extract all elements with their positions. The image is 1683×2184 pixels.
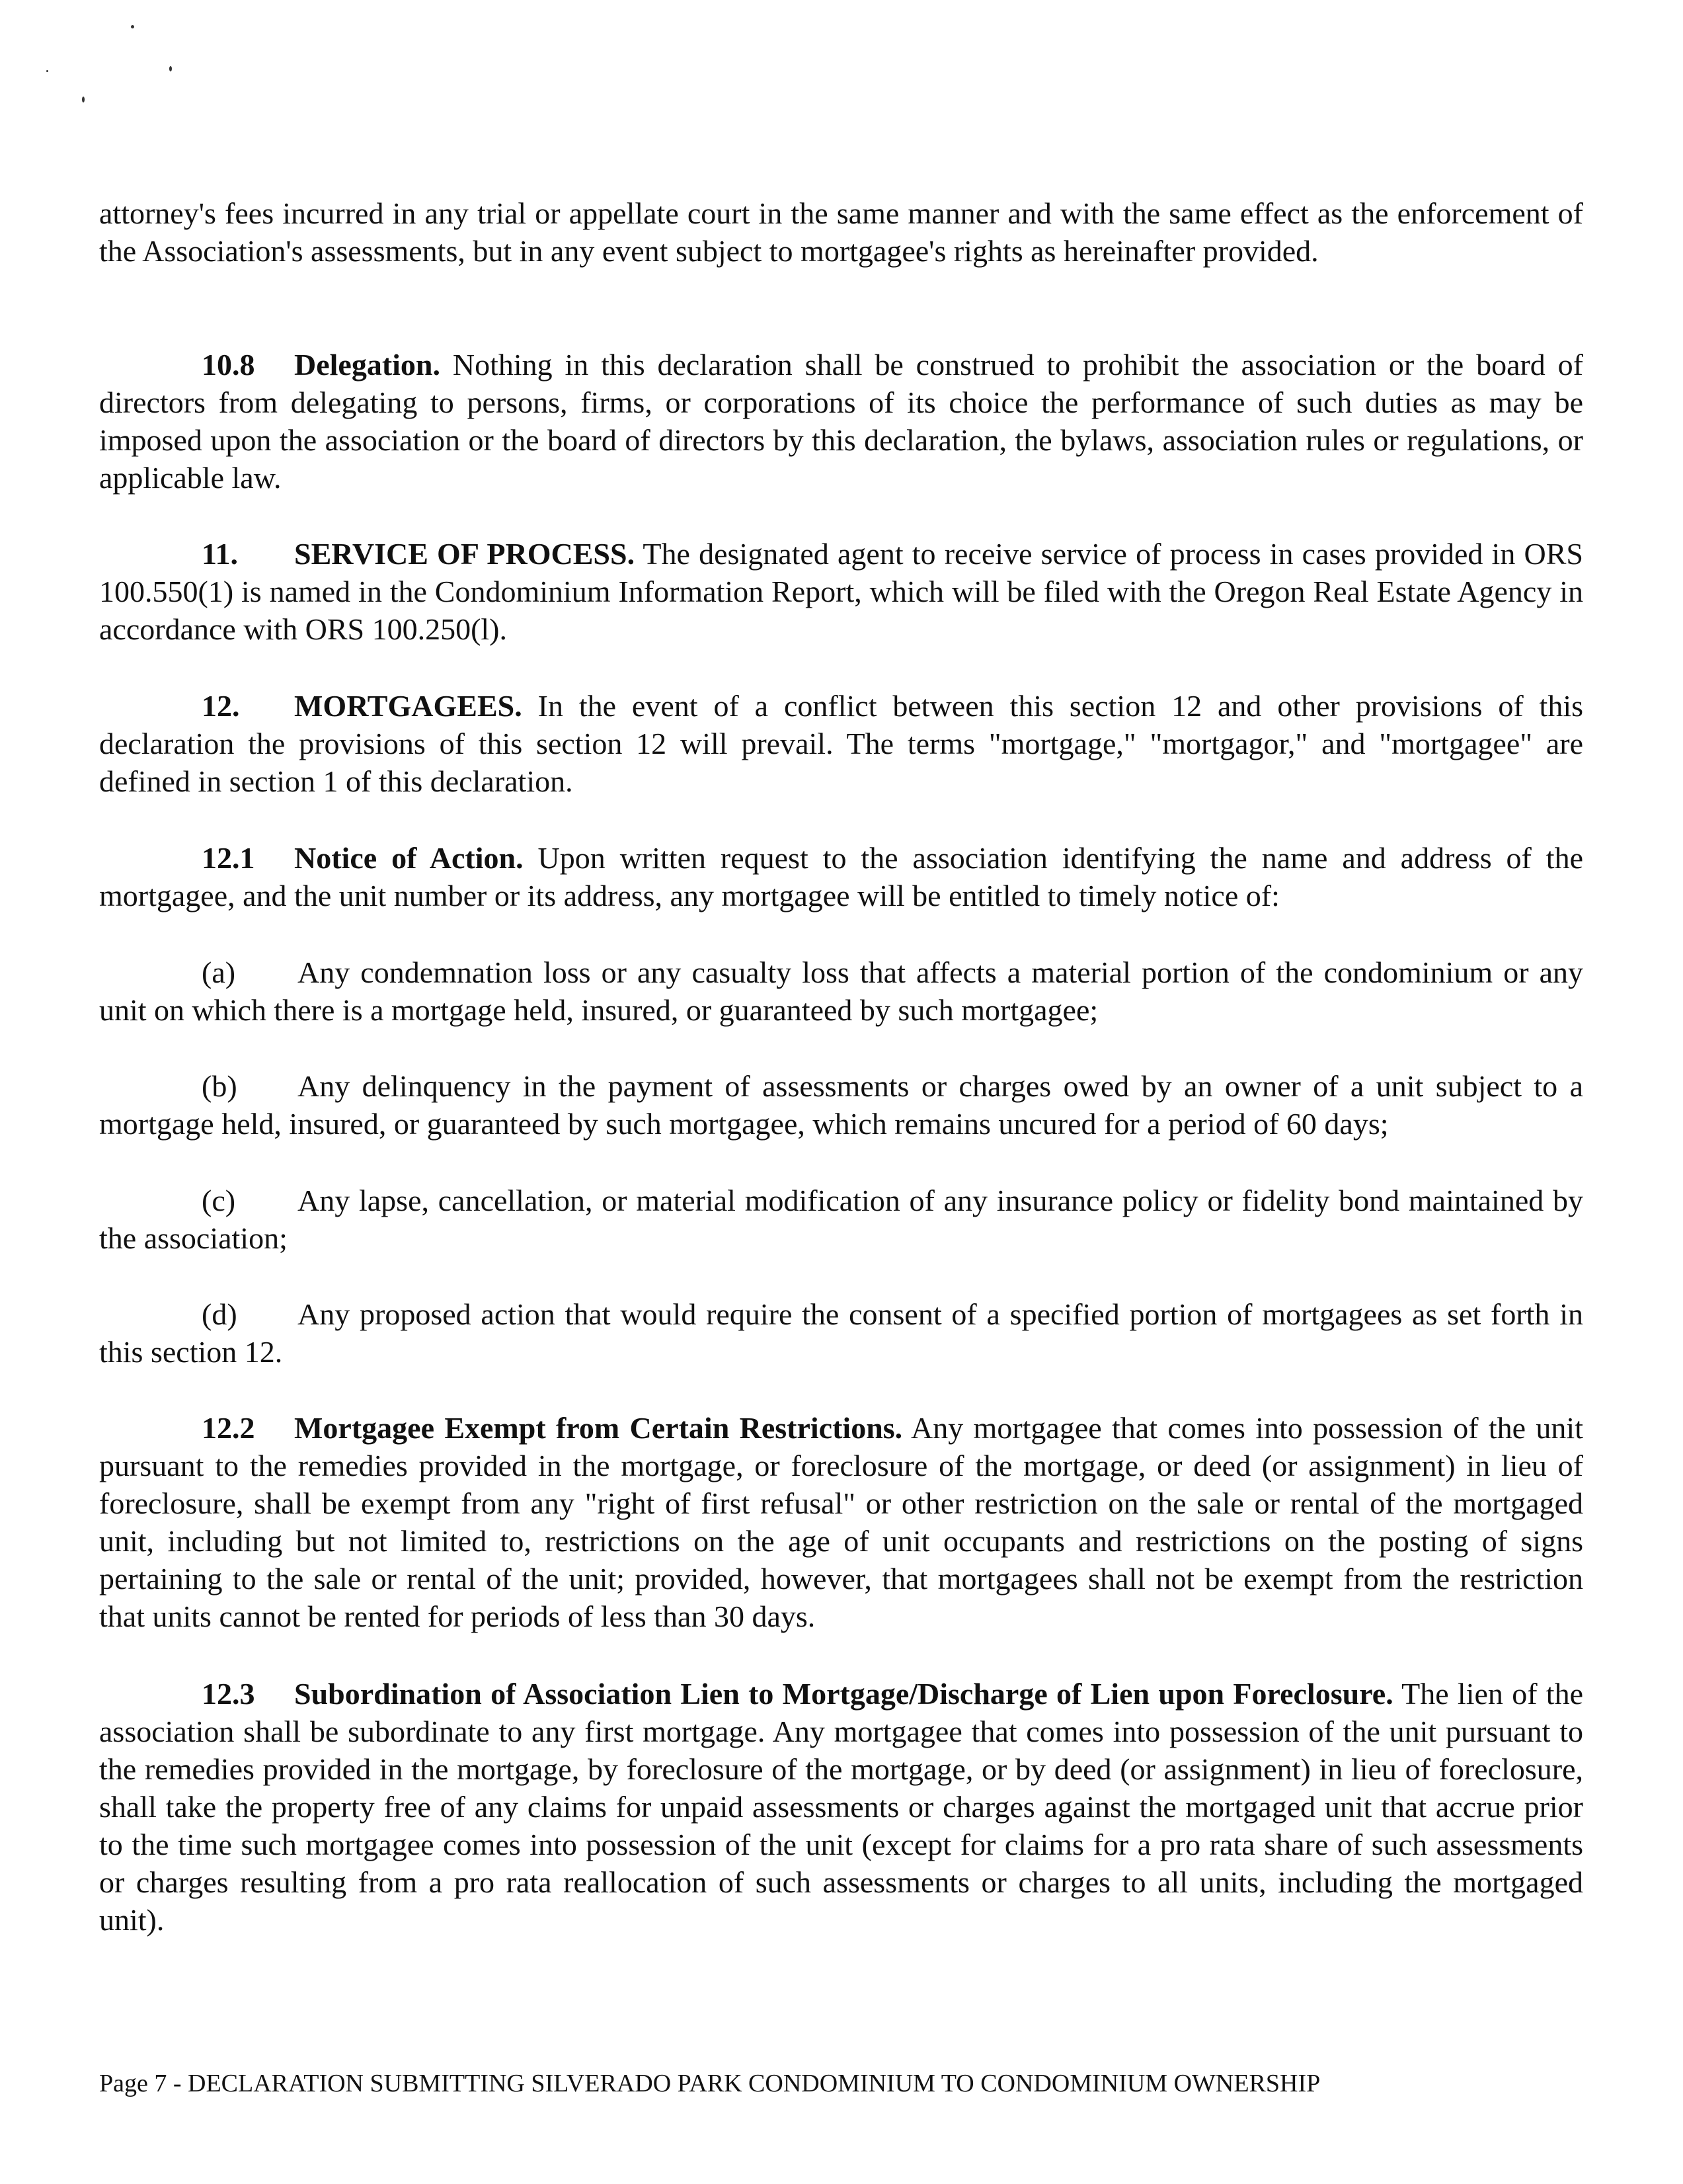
section-number: 11.: [202, 537, 238, 571]
paragraph-text: [99, 535, 1583, 648]
paragraph-text: [99, 346, 1583, 497]
section-number: 10.8: [202, 348, 255, 382]
paragraph-text: attorney's fees incurred in any trial or appellate court in the same manner and with the same effect as the enforcement of the Association's assessments, but in any event subject to mortgagee's rights as hereinafter provided.: [99, 196, 1583, 268]
scan-speck: [82, 97, 85, 102]
section-heading: Notice of Action.: [294, 841, 524, 875]
section-10-8: [99, 346, 1583, 497]
subsection-a: [99, 953, 1583, 1029]
section-number: 12.3: [202, 1677, 255, 1711]
page-footer: Page 7 - DECLARATION SUBMITTING SILVERADO PARK CONDOMINIUM TO CONDOMINIUM OWNERSHIP: [99, 2070, 1321, 2097]
section-12-2: [99, 1409, 1583, 1635]
section-body: Nothing in this declaration shall be construed to prohibit the association or the board of directors from delegating to persons, firms, or corporations of its choice the performance of such duties as may be imposed upon the association or the board of directors by this declaration, the bylaws, association rules or regulations, or applicable law.: [99, 348, 1583, 495]
section-number: 12.: [202, 689, 240, 723]
scan-speck: [131, 25, 134, 28]
section-heading: MORTGAGEES.: [294, 689, 522, 723]
subsection-label: (d): [202, 1297, 237, 1331]
paragraph-text: [99, 1295, 1583, 1371]
subsection-label: (c): [202, 1184, 236, 1217]
subsection-body: Any lapse, cancellation, or material modification of any insurance policy or fidelity bond maintained by the association;: [99, 1184, 1583, 1255]
subsection-d: [99, 1295, 1583, 1371]
section-number: 12.1: [202, 841, 255, 875]
paragraph-text: [99, 1067, 1583, 1143]
paragraph-text: [99, 839, 1583, 914]
section-12: [99, 687, 1583, 800]
subsection-body: Any proposed action that would require the consent of a specified portion of mortgagees as set forth in this section 12.: [99, 1297, 1583, 1369]
subsection-label: (b): [202, 1069, 237, 1103]
paragraph-continuation: [99, 194, 1583, 270]
paragraph-text: [99, 953, 1583, 1029]
scan-speck: [169, 66, 172, 71]
subsection-body: Any delinquency in the payment of assessments or charges owed by an owner of a unit subject to a mortgage held, insured, or guaranteed by such mortgagee, which remains uncured for a period of 60 days;: [99, 1069, 1583, 1141]
subsection-c: [99, 1182, 1583, 1257]
section-12-3: [99, 1675, 1583, 1939]
section-body: The lien of the association shall be subordinate to any first mortgage. Any mortgagee that comes into possession of the unit pursuant to the remedies provided in the mortgage, by foreclosure of the mortgage, or by deed (or assignment) in lieu of foreclosure, shall take the property free of any claims for unpaid assessments or charges against the mortgaged unit that accrue prior to the time such mortgagee comes into possession of the unit (except for claims for a pro rata share of such assessments or charges resulting from a pro rata reallocation of such assessments or charges to all units, including the mortgaged unit).: [99, 1677, 1583, 1937]
section-heading: Delegation.: [294, 348, 441, 382]
section-body: Any mortgagee that comes into possession of the unit pursuant to the remedies provided in the mortgage, or foreclosure of the mortgage, or deed (or assignment) in lieu of foreclosure, shall be exempt from any "right of first refusal" or other restriction on the sale or rental of the mortgaged unit, including but not limited to, restrictions on the age of unit occupants and restrictions on the posting of signs pertaining to the sale or rental of the unit; provided, however, that mortgagees shall not be exempt from the restriction that units cannot be rented for periods of less than 30 days.: [99, 1411, 1583, 1633]
section-12-1: [99, 839, 1583, 914]
section-body: In the event of a conflict between this section 12 and other provisions of this declaration the provisions of this section 12 will prevail. The terms "mortgage," "mortgagor," and "mortgagee" are defined in section 1 of this declaration.: [99, 689, 1583, 798]
section-11: [99, 535, 1583, 648]
paragraph-text: [99, 1675, 1583, 1939]
subsection-b: [99, 1067, 1583, 1143]
scan-speck: [46, 70, 48, 72]
section-body: Upon written request to the association identifying the name and address of the mortgagee, and the unit number or its address, any mortgagee will be entitled to timely notice of:: [99, 841, 1583, 912]
paragraph-text: [99, 1409, 1583, 1635]
section-heading: Mortgagee Exempt from Certain Restrictions.: [294, 1411, 903, 1445]
section-body: The designated agent to receive service of process in cases provided in ORS 100.550(1) is named in the Condominium Information Report, which will be filed with the Oregon Real Estate Agency in accordance with ORS 100.250(l).: [99, 537, 1583, 646]
section-number: 12.2: [202, 1411, 255, 1445]
subsection-body: Any condemnation loss or any casualty loss that affects a material portion of the condominium or any unit on which there is a mortgage held, insured, or guaranteed by such mortgagee;: [99, 955, 1583, 1027]
section-heading: SERVICE OF PROCESS.: [294, 537, 635, 571]
paragraph-text: [99, 687, 1583, 800]
subsection-label: (a): [202, 955, 236, 989]
paragraph-text: [99, 1182, 1583, 1257]
section-heading: Subordination of Association Lien to Mortgage/Discharge of Lien upon Foreclosure.: [294, 1677, 1393, 1711]
